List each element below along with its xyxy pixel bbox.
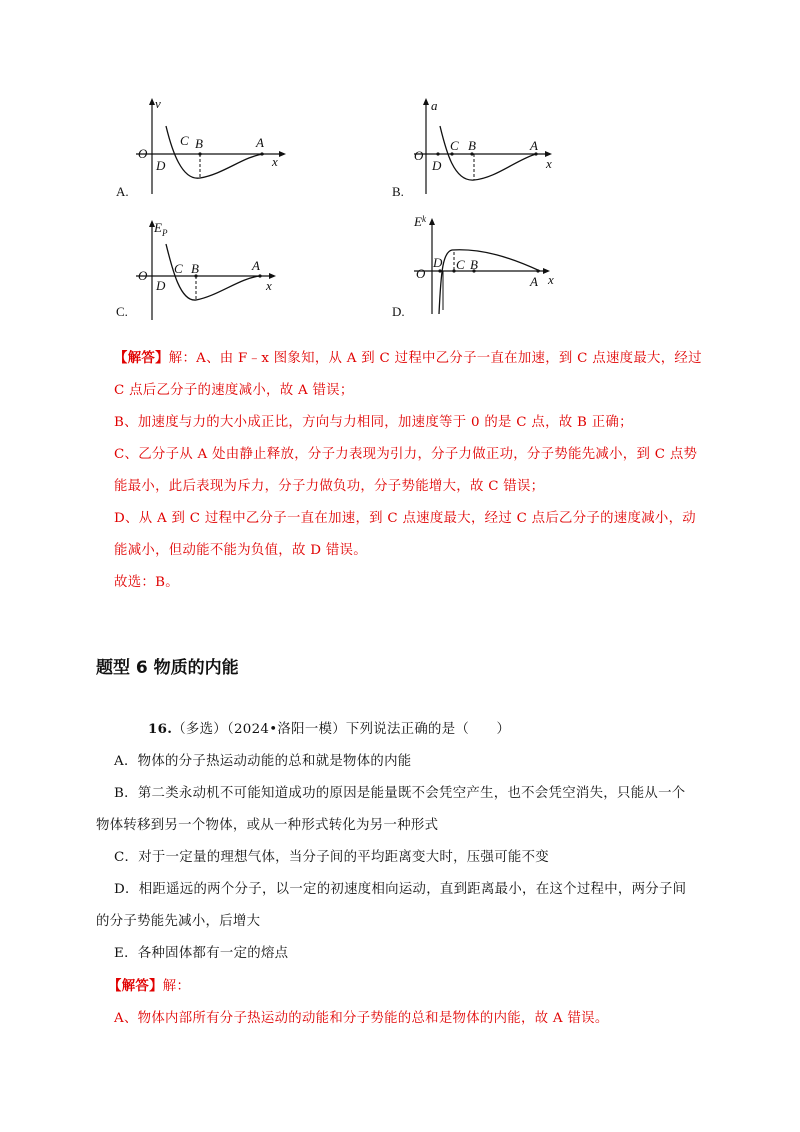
option-b-line-2: 物体转移到另一个物体，或从一种形式转化为另一种形式 <box>96 818 439 833</box>
graph-d-a: A <box>530 274 538 289</box>
graph-a-ylabel: v <box>155 96 161 111</box>
graph-d-x: x <box>548 272 554 287</box>
graph-a-b: B <box>195 136 203 151</box>
graph-b-c: C <box>450 138 459 153</box>
question-16 <box>96 713 706 1035</box>
graph-b-x: x <box>546 156 552 171</box>
option-d-line-2: 的分子势能先减小，后增大 <box>96 914 261 929</box>
graph-c-b: B <box>191 261 199 276</box>
graph-b-svg <box>412 96 582 206</box>
answer-block-1 <box>114 342 714 599</box>
graph-d-b: B <box>470 257 478 272</box>
graph-b-b: B <box>468 138 476 153</box>
option-e: E．各种固体都有一定的熔点 <box>114 946 289 961</box>
answer-line-6: D、从 A 到 C 过程中乙分子一直在加速，到 C 点速度最大，经过 C 点后乙分子的速度减小，动 <box>114 511 696 526</box>
graph-b-d: D <box>432 158 442 173</box>
graph-d-option: D. <box>392 304 405 319</box>
answer-line-1: 【解答】解：A、由 F﹣x 图象知，从 A 到 C 过程中乙分子一直在加速，到 C 点速度最大，经过 <box>114 350 702 366</box>
graph-c-c: C <box>174 261 183 276</box>
graph-d-ylabel: $E^k$ <box>414 214 426 229</box>
graph-d-d: D <box>433 255 443 270</box>
section-title: 题型 6 物质的内能 <box>96 658 239 678</box>
graph-a-svg <box>134 96 304 206</box>
graph-d-svg <box>412 210 582 320</box>
graph-a-c: C <box>180 133 189 148</box>
graph-b-ylabel: a <box>431 98 438 113</box>
answer-line-5: 能最小，此后表现为斥力，分子力做负功，分子势能增大，故 C 错误； <box>114 479 545 494</box>
answer-heading-2: 【解答】解： <box>108 978 191 994</box>
answer-2-line-a: A、物体内部所有分子热运动的动能和分子势能的总和是物体的内能，故 A 错误。 <box>114 1011 609 1026</box>
graph-a <box>134 96 304 206</box>
graph-c <box>134 216 304 326</box>
graph-b <box>412 96 582 206</box>
graph-b-origin: O <box>414 148 424 163</box>
graph-c-ylabel: $E_P$ <box>154 220 168 238</box>
option-a: A．物体的分子热运动动能的总和就是物体的内能 <box>114 754 412 769</box>
question-stem: 16.（多选）（2024•洛阳一模）下列说法正确的是（ ） <box>148 721 511 737</box>
graph-c-a: A <box>252 258 260 273</box>
graph-c-origin: O <box>138 268 148 283</box>
graph-b-option: B. <box>392 184 404 199</box>
answer-line-2: C 点后乙分子的速度减小，故 A 错误； <box>114 383 354 398</box>
graph-c-svg <box>134 216 304 326</box>
option-b-line-1: B．第二类永动机不可能知道成功的原因是能量既不会凭空产生，也不会凭空消失，只能从一个 <box>114 786 686 801</box>
answer-line-8: 故选：B。 <box>114 575 179 590</box>
graph-c-option: C. <box>116 304 128 319</box>
answer-line-3: B、加速度与力的大小成正比，方向与力相同，加速度等于 0 的是 C 点，故 B 正确； <box>114 415 633 430</box>
graph-d-origin: O <box>416 266 426 281</box>
graph-c-d: D <box>156 278 166 293</box>
graph-d <box>412 210 582 320</box>
graph-b-a: A <box>530 138 538 153</box>
graph-c-x: x <box>266 278 272 293</box>
graph-a-option: A. <box>116 184 129 199</box>
graph-a-a: A <box>256 135 264 150</box>
graph-d-c: C <box>456 257 465 272</box>
graph-a-origin: O <box>138 146 148 161</box>
graph-a-d: D <box>156 158 166 173</box>
option-d-line-1: D．相距遥远的两个分子，以一定的初速度相向运动，直到距离最小，在这个过程中，两分子间 <box>114 882 687 897</box>
answer-line-7: 能减小，但动能不能为负值，故 D 错误。 <box>114 543 367 558</box>
answer-line-4: C、乙分子从 A 处由静止释放，分子力表现为引力，分子力做正功，分子势能先减小，到 C 点势 <box>114 447 698 462</box>
answer-tag: 【解答】 <box>114 350 169 366</box>
option-c: C．对于一定量的理想气体，当分子间的平均距离变大时，压强可能不变 <box>114 850 549 865</box>
graph-a-x: x <box>272 154 278 169</box>
